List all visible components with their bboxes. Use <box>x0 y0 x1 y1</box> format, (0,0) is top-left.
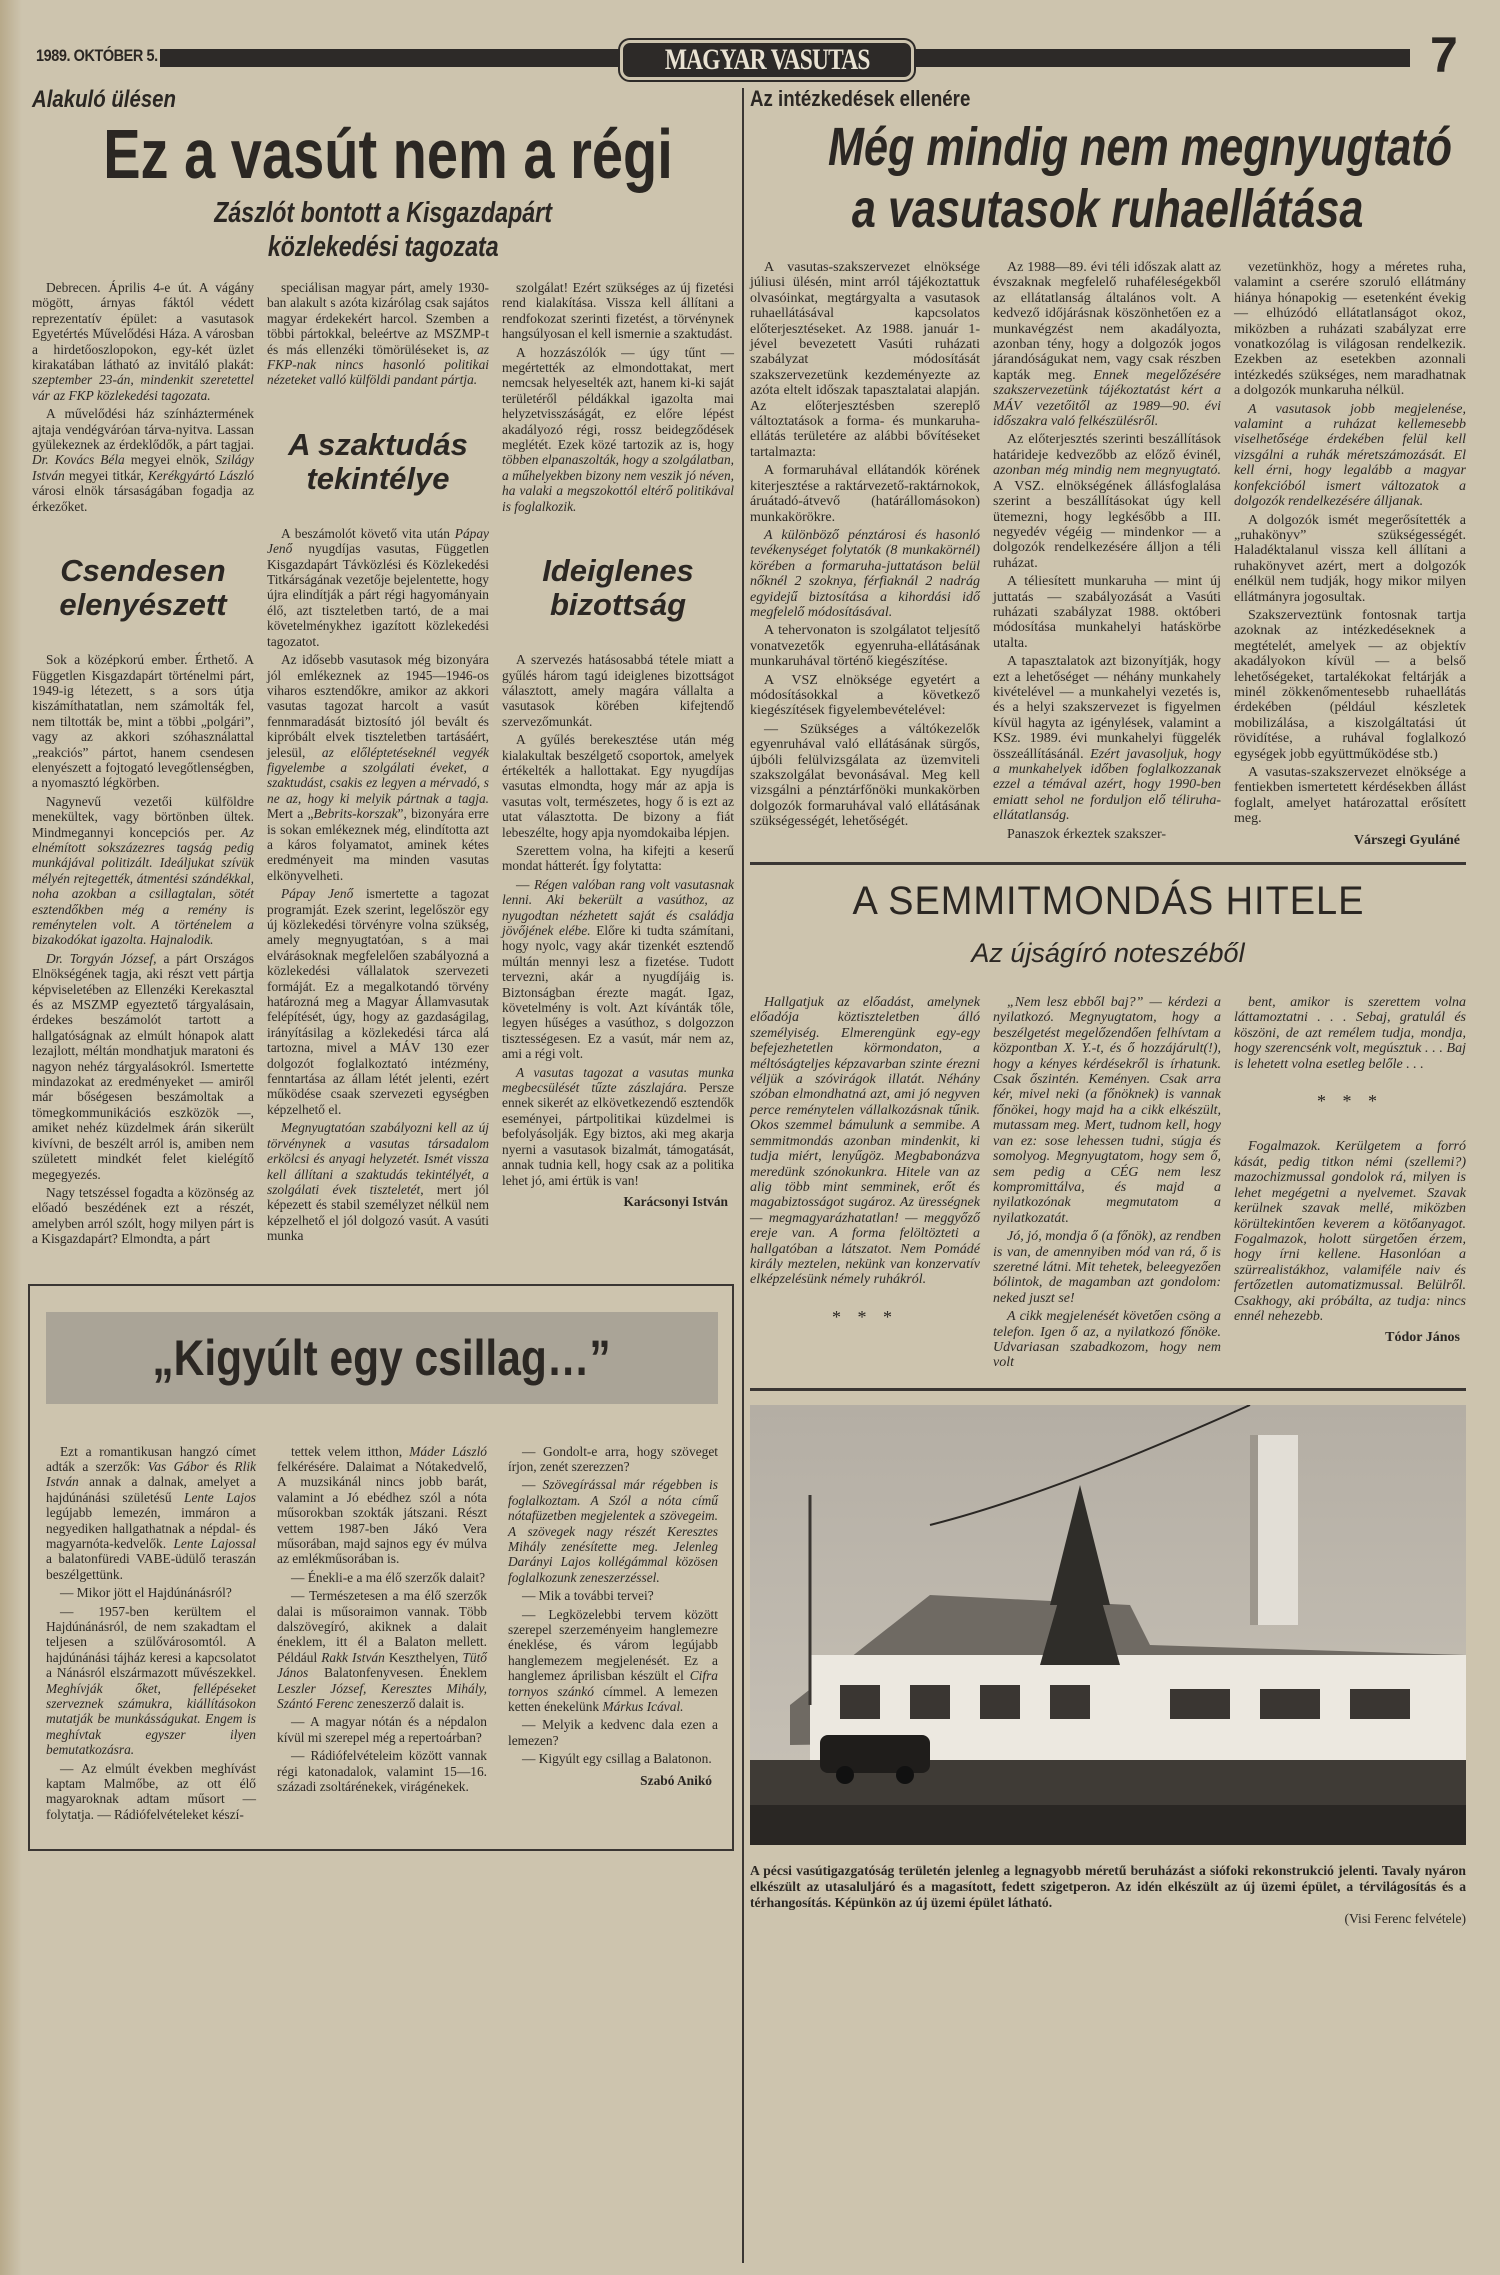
article-column <box>267 280 489 1247</box>
paragraph-text: tettek velem itthon, <box>291 1443 410 1459</box>
paragraph-text: speciálisan magyar párt, amely 1930-ban alakult s azóta kizárólag csak sajátos magyar érdekekért harcol. Szemben a többi pártokkal, beleértve az MSZMP-t és más ellenzéki tömörüléseket is, <box>267 280 489 357</box>
kicker-text: Alakuló ülésen <box>32 86 176 113</box>
page-edge <box>0 0 22 2275</box>
paragraph: szolgálat! Ezért szükséges az új fizetési rend kialakítása. Vissza kell állítani a rendfokozat szerinti fizetést, a törvénynek hangsúlyosan el kell ismernie a szaktudást. <box>502 280 734 342</box>
article-column <box>750 995 980 1355</box>
paragraph <box>993 432 1221 571</box>
paragraph-text: — Legközelebbi tervem között szerepel szerzeményeim hanglemezre éneklése, és várom legújabb hanglemezem megjelenését. Ez a hanglemez áprilisban készült el <box>508 1606 718 1684</box>
photo-credit: (Visi Ferenc felvétele) <box>1344 1910 1466 1926</box>
paragraph <box>502 1065 734 1188</box>
emphasis-text: Rlik István <box>46 1458 256 1490</box>
issue-date: 1989. OKTÓBER 5. <box>36 46 158 65</box>
author-byline: Várszegi Gyuláné <box>1353 832 1460 848</box>
emphasis-text: azonban még mindig nem megnyugtató. <box>993 463 1221 479</box>
emphasis-text: A különböző pénztárosi és hasonló tevékenységet folytatók (8 munkakörnél) körében a formaruha-juttatáson belül nőknél 2 szoknya, férfiaknál 2 nadrág egyidejű biztosítása a kihordási idő megfelelő módosításával. <box>750 527 980 620</box>
paragraph <box>502 877 734 1062</box>
interview-box <box>28 1284 734 1852</box>
emphasis-text: Meghívják őket, fellépéseket szerveznek számukra, kiállításokon mutatják be munkásságukat. Engem is meghívtak egyszer ilyen bemutatkozásra. <box>46 1680 256 1758</box>
paragraph-text: A tapasztalatok azt bizonyítják, hogy ezt a lehetőséget — néhány munkahely kivételével — a munkahelyi vezetés is, és a helyi szakszervezet is figyelmen kívül hagyta az igénylések, valamint a KSz. 1989. évi munkahelyi függelék összeállításánál. <box>993 654 1221 762</box>
article-column <box>750 260 980 833</box>
kicker-text: Az intézkedések ellenére <box>750 86 971 111</box>
paragraph: Sok a középkorú ember. Érthető. A Független Kisgazdapárt történelmi párt, 1949-ig létezett, s a sors útja kiszámíthatatlan, nem számolták fel, nem tiltották be, mint a többi „polgári”, vagy az akkori szóhasználattal „reakciós” pártot, hanem csendesen elenyészett a fojtogató levegőtlenségben, a nyomasztó légkörben. <box>32 652 254 791</box>
paragraph: Szakszerveztünk fontosnak tartja azoknak az intézkedéseknek a megtételét, amelyek — az objektív akadályokon kívül — a belső lehetőségeket, tartalékokat feltárják a minél zökkenőmentesebb ruhaellátás érdekében (például készletek mobilizálása, a kiszolgáltatási út rövidítése, a ruhával foglalkozó egységek jobb együttműködése stb.) <box>1234 607 1466 762</box>
headline-text: „Kigyúlt egy csillag…” <box>152 1329 612 1386</box>
paragraph-text: A beszámolót követő vita után <box>281 525 455 541</box>
section-separator: * * * <box>832 1306 898 1327</box>
paragraph: „Nem lesz ebből baj?” — kérdezi a nyilatkozó. Megnyugtatom, hogy a beszélgetést megelőzendően felhívtam a központban X. Y.-t, és ő hozzájárult(!), hogy a kényes kérdésekről is írhatunk. Csak őszintén. Keményen. Csak arra kér, mivel neki (a főnöknek) is vannak főnökei, hogy majd ha a cikk elkészült, mutassam meg. Mert, tudnom kell, hogy van ez: sose lehessen tudni, súgja és somolyog. Megnyugtatom, hogy sem ő, sem pedig a CÉG nem lesz kompromittálva, és majd a nyilatkozónak megmutatom a nyilatkozatát. <box>993 995 1221 1226</box>
left-half <box>32 86 734 1851</box>
emphasis-text: Ennek megelőzésére szakszervezetünk tájékoztatást kért a MÁV vezetőitől az 1989—90. évi időszakra való felkészülésről. <box>993 367 1221 430</box>
article-columns <box>46 1444 718 1826</box>
article-columns <box>750 260 1466 848</box>
paragraph-text: zeneszerző dalait is. <box>353 1696 465 1712</box>
emphasis-text: Cifra tornyos szánkó <box>508 1668 718 1699</box>
emphasis-text: A vasutasok jobb megjelenése, valamint a ruházat kellemesebb viselhetősége érdekében felül kell vizsgálni a ruhák méretszámozását. El kell érni, hogy legalább a magyar konfekcióból ismert változatok a dolgozók rendelkezésére álljanak. <box>1234 401 1466 510</box>
paragraph-text: A művelődési ház színháztermének ajtaja vendégváróan tárva-nyitva. Lassan gyülekeznek az érdeklődők, a párt tagjai. <box>32 406 254 453</box>
headline-line: a vasutasok ruhaellátása <box>852 179 1364 239</box>
paragraph-text: Nagynevű vezetői külföldre menekültek, vagy börtönben ültek. Mindmegannyi koncepciós per. <box>32 793 254 840</box>
paragraph <box>46 1604 256 1758</box>
paragraph-text: Előre ki tudta számítani, hogy nyolc, vagy akár tizenkét esztendő múltán mennyi lesz a fizetése. Tudott tervezni, akár a nyugdíjáig is. Biztonságban érezte magát. Igaz, követelmény is volt. Azt kívánták tőle, legyen hűséges a vasúthoz, s dolgozzon tisztességesen. Ez a vasút, már nem az, ami a régi volt. <box>502 923 734 1062</box>
paragraph-text: városi elnök társaságában fogadja az érkezőket. <box>32 483 254 514</box>
paragraph: A dolgozók ismét megerősítették a „ruhakönyv” szükségességét. Haladéktalanul vissza kell állítani a ruhakönyvet azért, mert a dolgozók enélkül nem tudják, hogy mikor milyen ellátmányra jogosultak. <box>1234 512 1466 605</box>
paragraph <box>267 280 489 388</box>
paragraph-text: Az előterjesztés szerinti beszállítások határideje kedvezőbb az előző évinél, <box>993 432 1221 463</box>
paragraph-text: Ezt a romantikusan hangzó címet adták a szerzők: <box>46 1443 256 1474</box>
paragraph: vezetünkhöz, hogy a méretes ruha, valamint a cserére szoruló ellátmány hiánya hónapokig — esetenként évekig — elhúzódó ellátatlanságot okoz, miközben a ruházati szabályzat erre vonatkozólag is világosan rendelkezik. Ezekben az esetekben azonnali intézkedés szükséges, nem maradhatnak a dolgozók munkaruha nélkül. <box>1234 260 1466 399</box>
emphasis-text: Ezért javasoljuk, hogy a munkahelyek időben foglalkozzanak ezzel a témával azért, hogy 1990-ben emiatt sehol ne forduljon elő téliruha-ellátatlanság. <box>993 746 1222 824</box>
section-subhead: Csendesen elenyészett <box>59 553 227 623</box>
paragraph: — Az elmúlt években meghívást kaptam Malmőbe, az ott élő magyaroknak adtam műsort — folytatja. — Rádiófelvételeket készí- <box>46 1760 256 1822</box>
article-column <box>32 280 254 1250</box>
paragraph: — Melyik a kedvenc dala ezen a lemezen? <box>508 1717 718 1748</box>
paragraph <box>267 652 489 883</box>
paragraph-text: Persze ennek sikerét az elkövetkezendő esztendők eseményei, pártpolitikai küzdelmei is befolyásolják. Egy biztos, aki meg akarja nyerni a vasutasok bizalmát, támogatását, annak tudnia kell, hogy csak az a politika lehet jó, ami értük is van! <box>502 1080 734 1188</box>
emphasis-text: Lente Lajos <box>184 1489 256 1505</box>
paragraph: Panaszok érkeztek szakszer- <box>1007 826 1167 842</box>
article-column <box>46 1444 256 1826</box>
emphasis-text: Régen valóban rang volt vasutasnak lenni. Aki bekerült a vasúthoz, az nyugodtan nézhetett saját és családja jövőjének elébe. <box>502 876 734 938</box>
subheadline-line: Zászlót bontott a Kisgazdapárt <box>214 197 552 229</box>
emphasis-text: Pápay Jenő <box>267 525 489 557</box>
paragraph: Szerettem volna, ha kifejti a keserű mondat hátterét. Így folytatta: <box>502 842 734 874</box>
emphasis-text: Kerékgyártó László <box>147 467 255 483</box>
paragraph-text: Debrecen. Április 4-e út. A vágány mögött, árnyas fáktól védett reprezentatív épület: a vasutasok Egyetértés Művelődési Háza. A városban a hirdetőoszlopokon, egy-két üzlet kirakatában látható az invitáló plakát: <box>32 280 254 373</box>
paragraph <box>267 526 489 649</box>
emphasis-text: Az elnémított sokszázezres tagság pedig munkájával politizált. Ideáljukat szívük mélyén rejtegették, átmentési szándékkal, noha azokban a csillagtalan, sötét esztendőkben még a remény is reménytelen volt. A történelem a bizakodókat igazolta. Hajnalodik. <box>32 824 254 948</box>
paragraph: — Kigyúlt egy csillag a Balatonon. <box>522 1751 712 1767</box>
paragraph <box>508 1607 718 1715</box>
paragraph <box>277 1444 487 1567</box>
emphasis-text: Leszler József, Keresztes Mihály, Szántó Ferenc <box>277 1680 487 1712</box>
article-headline <box>750 116 1466 240</box>
article-kicker <box>32 86 734 116</box>
paragraph-text: — <box>516 876 535 892</box>
section-rule <box>750 862 1466 865</box>
emphasis-text: Vas Gábor <box>147 1458 209 1474</box>
section-rule <box>750 1388 1466 1391</box>
article-column <box>502 280 734 1209</box>
article-headline <box>750 879 1466 924</box>
paragraph-text: — 1957-ben kerültem el Hajdúnánásról, de nem szakadtam el teljesen a szülővárosomtól. A hajdúnánási tájház keresi a kapcsolatot a Nánásról elszármazott művészekkel. <box>46 1603 256 1681</box>
article-columns <box>32 280 734 1250</box>
subheadline-line: közlekedési tagozata <box>267 231 499 263</box>
article-headline <box>32 116 734 192</box>
paragraph-text: felkérésére. Dalaimat a Nótakedvelő, A muzsikánál nincs jobb barát, valamint a Jó ebédhez szól a nóta műsorokban szokták játszani. Részt vettem 1987-ben Jákó Vera műsorában, majd sajnos egy év múlva az emlékműsorában is. <box>277 1458 487 1567</box>
paragraph: bent, amikor is szerettem volna láttamoztatni . . . Sebaj, gratulál és köszöni, de azt remélem tudja, mondja, hogy szerencsénk volt, megúsztuk . . . Baj is lehetett volna esetleg belőle . . . <box>1234 995 1466 1072</box>
photo-caption <box>750 1863 1466 1927</box>
paragraph: A cikk megjelenését követően csöng a telefon. Igen ő az, a nyilatkozó főnöke. Udvariasan szabadkozom, hogy nem volt <box>993 1309 1221 1371</box>
paragraph-text: — Természetesen a ma élő szerzők dalai is műsoraimon vannak. Több dalszövegíró, akiknek a dalait éneklem, itt él a Balaton mellett. Például <box>277 1588 487 1665</box>
article-column <box>993 995 1221 1374</box>
masthead-title: MAGYAR VASUTAS <box>664 43 870 76</box>
paragraph: A szervezés hatásosabbá tétele miatt a gyűlés három tagú ideiglenes bizottságot választott, amely magára vállalta a vasutasok körében kifejtendő szervezőmunkát. <box>502 652 734 729</box>
paragraph-text: Balatonfenyvesen. Éneklem <box>308 1665 487 1681</box>
emphasis-text: Megnyugtatóan szabályozni kell az új törvénynek a vasutas társadalom erkölcsi és anyagi helyzetét. Ismét vissza kell állítani a szaktudás tekintélyét, a szolgálati évek tiszteletét, <box>267 1120 489 1197</box>
paragraph: Hallgatjuk az előadást, amelynek előadója köztiszteletben álló személyiség. Elmerengünk egy-egy befejezhetetlen körmondaton, a méltóságteljes képzavarban szinte érezni véljük a szóvirágok illatát. Néhány szóban elmondhatná azt, ami jó negyven perce reménytelen vállalkozásnak tűnik. Okos szemmel bámulunk a semmibe. A semmitmondás azonban mindenkit, ki tudja miért, lenyűgöz. Megbabonázva meredünk szónokunkra. Hitele van az alig több mint semminek, erőt és magabiztosságot sugároz. Az ürességnek — megmagyarázhatatlan! — meggyőző ereje van. A forma felöltözteti a hallgatóban a látszatot. Nem Pomádé király meztelen, nekünk van konzervatív elképzelésünk némely ruhákról. <box>750 995 980 1288</box>
article-columns <box>750 995 1466 1374</box>
paragraph: A formaruhával ellátandók körének kiterjesztése a raktárvezető-raktárnokok, áruátadó-átvevő (határállomásokon) munkakörökre. <box>750 463 980 525</box>
paragraph-text: Az 1988—89. évi téli időszak alatt az évszaknak megfelelő ruhaféleségekből az ellátatlanság általános volt. A kedvező időjárásnak köszönhetően ez a munkavégzést nem akadályozta, azonban tény, hogy a dolgozók jogos járandóságukat nem, vagy csak részben kapták meg. <box>993 260 1221 383</box>
paragraph-text: Az idősebb vasutasok még bizonyára jól emlékeznek az 1945—1946-os viharos esztendőkre, amikor az akkori vasutas tagozat harcolt a vasút fennmaradását biztosító jól bevált és kipróbált elvek tiszteletben tartásáért, jelesül, <box>267 652 489 760</box>
emphasis-text: az FKP-nak nincs hasonló politikai nézeteket valló külföldi pandant pártja. <box>267 341 489 388</box>
caption-text: A pécsi vasútigazgatóság területén jelenleg a legnagyobb méretű beruházást a siófoki rekonstrukció jelenti. Tavaly nyáron elkészült az utasaluljáró és a magasított, fedett szigetperon. Az idén elkészült az új üzemi épület, a térvilágosítás és a térhangosítás. Képünkön az új üzemi épület látható. <box>750 1862 1466 1910</box>
article-subheadline: Az újságíró noteszéből <box>971 938 1245 969</box>
paragraph-text: nyugdíjas vasutas, Független Kisgazdapárt Távközlési és Közlekedési Titkárságának vezetője bejelentette, hogy újra elindítják a párt régi hagyományain élő, azt tiszteletben tartó, de a mai követelménykhez igazított közlekedési tagozatot. <box>267 541 489 649</box>
paragraph <box>1234 402 1466 510</box>
article-kicker <box>750 86 1466 116</box>
paragraph-text: — <box>522 1477 543 1493</box>
paragraph <box>502 345 734 514</box>
paragraph-text: Mert a „ <box>267 806 314 822</box>
emphasis-text: szeptember 23-án, mindenkit szeretettel vár az FKP közlekedési tagozata. <box>32 372 254 403</box>
paragraph: Nagy tetszéssel fogadta a közönség az előadó beszédének ezt a részét, amelyben arról szólt, hogy milyen párt is a Kisgazdapárt? Elmondta, a párt <box>32 1184 254 1247</box>
paragraph-text: A hozzászólók — úgy tűnt — megértették az elmondottakat, mert nemcsak helyeselték azt, hanem ki-ki saját területéről példákkal igazolta mai helyzetvisszáságát, ez előre lépést akadályozó régi, rossz beidegződések meglétét. Ezek közé tartozik az is, hogy <box>502 344 734 453</box>
article-column <box>277 1444 487 1798</box>
paragraph: — Szükséges a váltókezelők egyenruhával való ellátásának sürgős, újbóli felülvizsgálata az üzemviteli szakszolgálat bevonásával. Meg kell vizsgálni a pénztárfőnöki munkakörben dolgozók formaruhával való ellátásának szükségességét, lehetőségét. <box>750 721 980 830</box>
article-column <box>993 260 1221 845</box>
author-byline: Tódor János <box>1385 1330 1460 1346</box>
emphasis-text: Szilágy István <box>32 452 254 483</box>
paragraph <box>277 1588 487 1711</box>
paragraph <box>32 280 254 403</box>
paragraph: A vasutas-szakszervezet elnöksége júliusi ülésén, mint arról tájékoztattuk olvasóinkat, megtárgyalta a vasutasok ruhaellátásával kapcsolatos előterjesztéseket. Az 1988. január 1-jével bevezetett Vasúti ruházati szabályzat módosítását szakszervezetünk kezdeményezte az azóta eltelt időszak tapasztalatai alapján. Az előterjesztésben szereplő változtatások a forma- és munkaruha-ellátás területére az alábbi bővítéseket tartalmazta: <box>750 260 980 460</box>
paragraph: A VSZ elnöksége egyetért a módosításokkal a következő kiegészítések figyelembevételével: <box>750 672 980 719</box>
paragraph <box>993 260 1221 429</box>
paragraph-text: A VSZ. elnökségének állásfoglalása szerint a beszállításokat úgy kell ütemezni, hogy legkésőbb a III. negyedév végéig — mindenkor — a dolgozók rendelkezésére álljon a téli ruházat. <box>993 478 1221 571</box>
paragraph: — Rádiófelvételeim között vannak régi katonadalok, valamint 15—16. századi zsoltárénekek, virágénekek. <box>277 1748 487 1795</box>
emphasis-text: Dr. Kovács Béla <box>32 452 125 468</box>
paragraph-text: Keszthelyen, <box>384 1649 463 1665</box>
paragraph: A téliesített munkaruha — mint új juttatás — szabályozását a Vasúti ruházati szabályzat 1988. októberi módosítása munkahelyi hatáskörbe utalta. <box>993 574 1221 651</box>
emphasis-text: többen elpanaszolták, hogy a szolgálatban, a műhelyekben bizony nem veszik jó néven, ha valaki a megszokottól eltérő politikával is foglalkozik. <box>502 452 734 514</box>
paragraph: — Mik a további tervei? <box>522 1588 654 1604</box>
headline-text: Ez a vasút nem a régi <box>103 115 673 193</box>
emphasis-text: az előléptetéseknél vegyék figyelembe a szolgálati éveket, a szaktudást, csakis ez legyen a mérvadó, s ne az, hogy ki melyik pártnak a tagja. <box>267 744 489 806</box>
paragraph: — Mikor jött el Hajdúnánásról? <box>60 1585 232 1601</box>
article-column <box>1234 260 1466 848</box>
emphasis-text: Tütő János <box>277 1649 487 1681</box>
emphasis-text: Bebrits-korszak <box>313 806 398 822</box>
paragraph: A gyűlés berekesztése után még kialakultak beszélgető csoportok, amelyek értékelték a hallottakat. Egy nyugdíjas vasutas elmondta, hogy már az apja is vasutas volt, természetes, hogy ő is ezt az utat választotta. De bizony a fiát lebeszélte, hogy apja nyomdokaiba lépjen. <box>502 732 734 840</box>
paragraph <box>32 406 254 514</box>
article-column <box>508 1444 718 1789</box>
paragraph <box>46 1444 256 1583</box>
paragraph: — A magyar nótán és a népdalon kívül mi szerepel még a repertoárban? <box>277 1714 487 1745</box>
paragraph-text: mert jól képezett és stabil személyzet nélkül nem képzelhető el jól dolgozó vasút. A vasúti munka <box>267 1181 489 1244</box>
station-building-photo <box>750 1405 1466 1845</box>
article-column <box>1234 995 1466 1346</box>
paragraph <box>32 951 254 1182</box>
emphasis-text: Máder László <box>409 1443 487 1459</box>
paragraph <box>32 794 254 948</box>
author-byline: Szabó Anikó <box>640 1772 712 1788</box>
paragraph-text: megyei elnök, <box>124 452 216 468</box>
page-number: 7 <box>1430 27 1458 83</box>
section-subhead: Ideiglenes bizottság <box>542 553 694 623</box>
masthead-logo <box>620 40 914 80</box>
emphasis-text: Dr. Torgyán József, <box>46 950 157 966</box>
paragraph-text: ismertette a tagozat programját. Ezek szerint, legelőször egy új közlekedési törvényre volna szükség, amely megnyugtatóan, s a mai elvárásoknak megfelelően szabályozná a közlekedési vállalatok szervezeti formáját. Ez a megalkotandó törvény határozná meg a Magyar Államvasutak felépítését, úgy, hogy az gazdaságilag, irányításilag a közlekedési tárca alá tartozna, mivel a MÁV 130 ezer dolgozót foglalkoztató intézmény, fenntartása az állam létét jelenti, ezért működése csaak szervezeti egységben képzelhető el. <box>267 886 489 1117</box>
paragraph <box>267 886 489 1117</box>
paragraph: — Gondolt-e arra, hogy szöveget írjon, zenét szerezzen? <box>508 1443 718 1474</box>
paragraph: A tehervonaton is szolgálatot teljesítő vonatvezetők egyenruha-ellátásának munkaruhával történő kiegészítése. <box>750 623 980 670</box>
paragraph: Jó, jó, mondja ő (a főnök), az rendben is van, de amennyiben mód van rá, ő is szeretné látni. Mit tehetek, beleegyezően bólintok, de magamban azt gondolom: neked juszt se! <box>993 1229 1221 1306</box>
right-half <box>750 86 1466 1927</box>
emphasis-text: A vasutas tagozat a vasutas munka megbecsülését tűzte zászlajára. <box>502 1064 734 1096</box>
paragraph <box>993 654 1221 823</box>
paragraph-text: annak a dalnak, amelyet a hajdúnánási születésű <box>46 1474 256 1505</box>
paragraph-text: a balatonfüredi VABE-üdülő teraszán beszélgettünk. <box>46 1551 256 1582</box>
article-subheadline <box>32 196 734 264</box>
paragraph-text: megyei titkár, <box>64 467 148 483</box>
paragraph-text: címmel. A lemezen ketten énekelünk <box>508 1683 718 1715</box>
column-divider <box>742 88 744 2263</box>
emphasis-text: Szövegírással már régebben is foglalkoztam. A Szól a nóta című nótafüzetben megjelentek a szövegeim. A szövegek nagy részét Keresztes Mihály zenésítette meg. Jelenleg Darányi Lajos kollégámmal közösen foglalkozunk zeneszerzéssel. <box>508 1477 718 1585</box>
emphasis-text: Márkus Icával. <box>602 1699 684 1715</box>
paragraph <box>508 1477 718 1585</box>
paragraph-text: a párt Országos Elnökségének tagja, aki részt vett pártja képviseletében az Ellenzéki Kerekasztal és az MSZMP egyeztető tárgyalásain, érdekes beszámolót tartott a hallgatóságnak az elmúlt hónapok alatt lezajlott, méltán mondhatjuk maratoni és nagyon nehéz tárgyalásokról. Ismertette mindazokat az eredményeket — amiről már bőségesen beszámoltak a tömegkommunikációs eszközök —, amiket nehéz küzdelmek árán sikerült kivívni, de beszélt arról is, amiben nem született mindkét felet kielégítő megegyezés. <box>32 950 254 1182</box>
article-headline <box>46 1312 718 1404</box>
paragraph-text: ”, bizonyára erre is sokan emlékeznek még, elindította azt a káros folyamatot, aminek kétes eredményeit ma minden vasutas elkönyvelheti. <box>267 806 489 883</box>
emphasis-text: Lente Lajossal <box>173 1535 256 1551</box>
emphasis-text: Rakk István <box>321 1649 385 1665</box>
section-subhead: A szaktudás tekintélye <box>288 426 468 496</box>
author-byline: Karácsonyi István <box>623 1193 728 1209</box>
emphasis-text: Pápay Jenő <box>281 886 354 902</box>
paragraph-text: és <box>208 1458 235 1474</box>
section-separator: * * * <box>1317 1091 1383 1112</box>
paragraph-text: legújabb lemezén, immáron a negyediken hallgathatnak a népdal- és magyarnóta-kedvelők. <box>46 1505 256 1551</box>
headline-text: A SEMMITMONDÁS HITELE <box>852 879 1364 924</box>
paragraph: Fogalmazok. Kerülgetem a forró kását, pedig titkon némi (szellemi?) mazochizmussal gondolok rá, milyen is lehet megégetni a nyelvemet. Szavak kerülnek szavak mellé, miközben körültekintően keverem a kötőanyagot. Fogalmazok, holott sürgetően érzem, hogy írni kellene. Hasonlóan a szürrealistákhoz, valamiféle naiv és fertőzetlen automatizmussal. Belülről. Csakhogy, aki próbálta, az tudja: nincs ennél nehezebb. <box>1234 1139 1466 1324</box>
paragraph: — Énekli-e a ma élő szerzők dalait? <box>291 1569 486 1585</box>
paragraph <box>267 1120 489 1243</box>
headline-line: Még mindig nem megnyugtató <box>828 117 1453 177</box>
paragraph: A vasutas-szakszervezet elnöksége a fentiekben ismertetett kérdésekben állást foglalt, amelyet határozattal erősített meg. <box>1234 765 1466 827</box>
paragraph <box>750 528 980 620</box>
